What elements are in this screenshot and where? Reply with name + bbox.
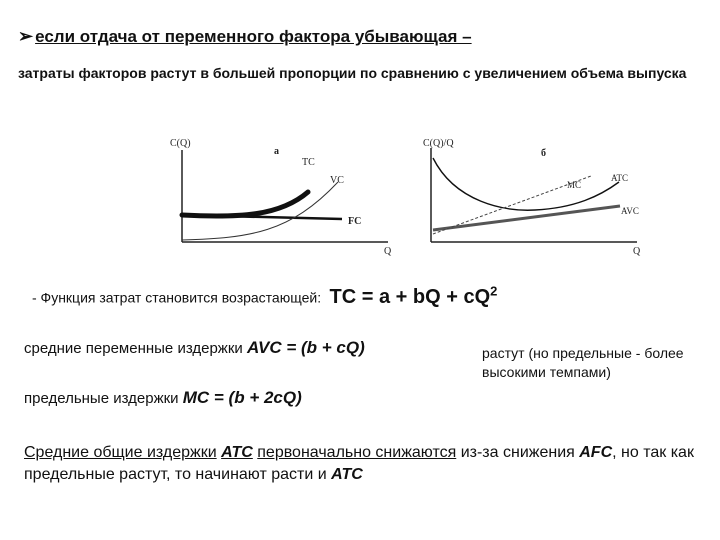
graph-a-y-label: C(Q) (170, 138, 191, 149)
conclusion-part-3: первоначально снижаются (257, 444, 457, 461)
graph-a-fc-label: FC (348, 216, 362, 227)
graph-a-x-label: Q (384, 246, 392, 257)
graph-b-avc-label: AVC (621, 206, 639, 216)
graph-b-panel-label: б (541, 148, 546, 159)
conclusion-part-4: из-за снижения (456, 444, 580, 461)
growth-note: растут (но предельные - более высокими темпами) (482, 345, 684, 380)
graph-b (415, 130, 655, 260)
section-title (18, 26, 472, 47)
mc-label: предельные издержки (24, 390, 179, 407)
mc-formula: MC = (b + 2cQ) (182, 388, 302, 407)
avc-formula: AVC = (b + cQ) (246, 338, 365, 357)
conclusion-part-6: , но так как предельные растут, то начинают расти и (24, 444, 694, 483)
function-label: - Функция затрат становится возрастающей: (32, 289, 322, 306)
mc-statement (24, 388, 302, 408)
arrow-bullet-icon: ➢ (18, 26, 34, 46)
graph-b-x-label: Q (633, 246, 641, 257)
graph-b-atc-label: ATC (611, 173, 629, 183)
conclusion-text (24, 442, 714, 486)
avc-label: средние переменные издержки (24, 340, 243, 357)
graph-b-mc-label: MC (567, 180, 582, 190)
tc-formula-exponent: 2 (490, 283, 498, 298)
graph-b-y-label: C(Q)/Q (423, 138, 454, 149)
function-statement (32, 283, 497, 309)
graph-a-tc-label: TC (302, 157, 315, 168)
graph-a-panel-label: a (274, 146, 279, 157)
conclusion-part-1: Средние общие издержки (24, 444, 217, 461)
graph-a (160, 130, 400, 260)
tc-formula: TC = a + bQ + $cQ^2$ (329, 283, 498, 308)
intro-text: затраты факторов растут в большей пропорции по сравнению с увеличением объема выпуска (18, 65, 687, 81)
conclusion-afc: AFC (579, 444, 613, 461)
section-title-text: если отдача от переменного фактора убывающая – (35, 27, 472, 46)
graph-b-atc-curve (433, 158, 619, 210)
conclusion-atc-1: ATC (221, 444, 253, 461)
graph-a-tc-curve (182, 192, 308, 216)
avc-statement (24, 338, 365, 358)
graph-a-vc-label: VC (330, 175, 344, 186)
conclusion-atc-2: ATC (331, 466, 363, 483)
